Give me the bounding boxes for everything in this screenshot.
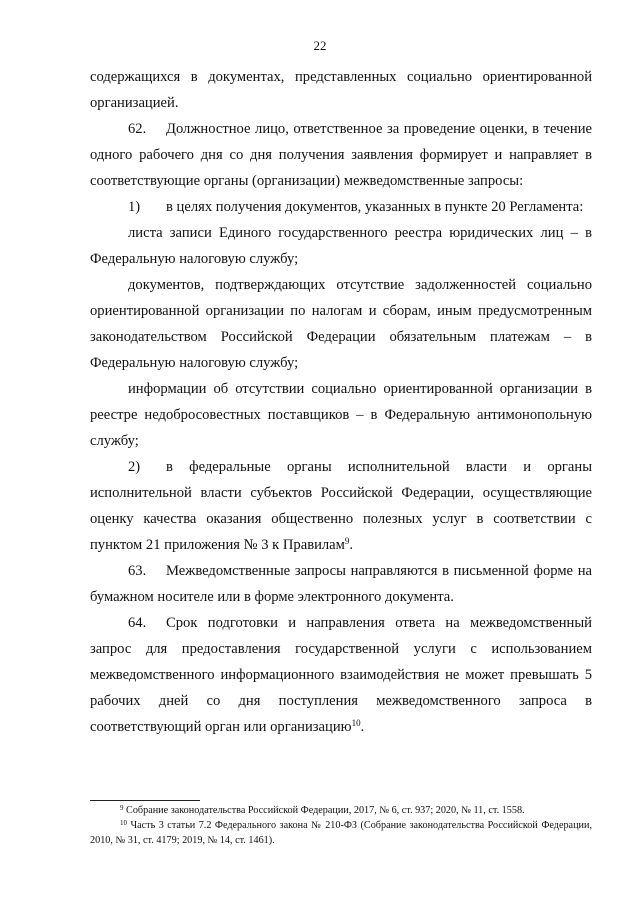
paragraph-64-number: 64. [128, 615, 147, 631]
paragraph-63-text: Межведомственные запросы направляются в письменной форме на бумажном носителе или в форме электронного документа. [90, 563, 592, 605]
item-2-text: в федеральные органы исполнительной власти и органы исполнительной власти субъектов Российской Федерации, осуществляющие оценку качества оказания общественно полезных услуг в соответствии с пунктом 21 приложения № 3 к Правилам [90, 459, 592, 553]
page-number: 22 [313, 38, 327, 53]
paragraph-64-text: Срок подготовки и направления ответа на межведомственный запрос для предоставления государственной услуги с использованием межведомственного информационного взаимодействия не может превышать 5 рабочих дней со дня поступления межведомственного запроса в соответствующий орган или организацию [90, 615, 592, 735]
paragraph-64 [90, 610, 592, 740]
paragraph-63-number: 63. [128, 563, 147, 579]
paragraph-62-number: 62. [128, 121, 147, 137]
paragraph-63 [90, 558, 592, 610]
item-2-number: 2) [128, 459, 141, 475]
item-1-sub-3: информации об отсутствии социально ориентированной организации в реестре недобросовестных поставщиков – в Федеральную антимонопольную службу; [90, 381, 592, 449]
paragraph-62 [90, 116, 592, 194]
footnote-ref-10[interactable]: 10 [351, 718, 361, 728]
footnote-9-text: Собрание законодательства Российской Федерации, 2017, № 6, ст. 937; 2020, № 11, ст. 1558. [123, 805, 525, 816]
item-1 [90, 194, 592, 220]
paragraph-62-text: Должностное лицо, ответственное за проведение оценки, в течение одного рабочего дня со дня получения заявления формирует и направляет в соответствующие органы (организации) межведомственные запросы: [90, 121, 592, 189]
item-1-number: 1) [128, 199, 141, 215]
footnote-9-mark: 9 [120, 804, 124, 812]
item-2-end: . [349, 537, 354, 553]
item-1-text: в целях получения документов, указанных в пункте 20 Регламента: [166, 199, 584, 215]
item-1-sub-2: документов, подтверждающих отсутствие задолженностей социально ориентированной организации по налогам и сборам, иным предусмотренным законодательством Российской Федерации обязательным платежам – в Федеральную налоговую службу; [90, 277, 592, 371]
footnote-10 [90, 818, 592, 848]
item-1-sub-1: листа записи Единого государственного реестра юридических лиц – в Федеральную налоговую службу; [90, 225, 592, 267]
footnote-ref-9[interactable]: 9 [344, 536, 350, 546]
footnotes [90, 803, 592, 848]
document-body [90, 64, 592, 740]
footnote-9 [90, 803, 592, 818]
item-2 [90, 454, 592, 558]
paragraph-64-end: . [360, 719, 365, 735]
footnote-10-mark: 10 [120, 819, 127, 827]
footnote-10-text: Часть 3 статьи 7.2 Федерального закона № 210-ФЗ (Собрание законодательства Российской Федерации, 2010, № 31, ст. 4179; 2019, № 14, ст. 1461). [90, 820, 592, 846]
paragraph-continuation: содержащихся в документах, представленных социально ориентированной организацией. [90, 69, 592, 111]
footnote-separator [90, 800, 200, 801]
